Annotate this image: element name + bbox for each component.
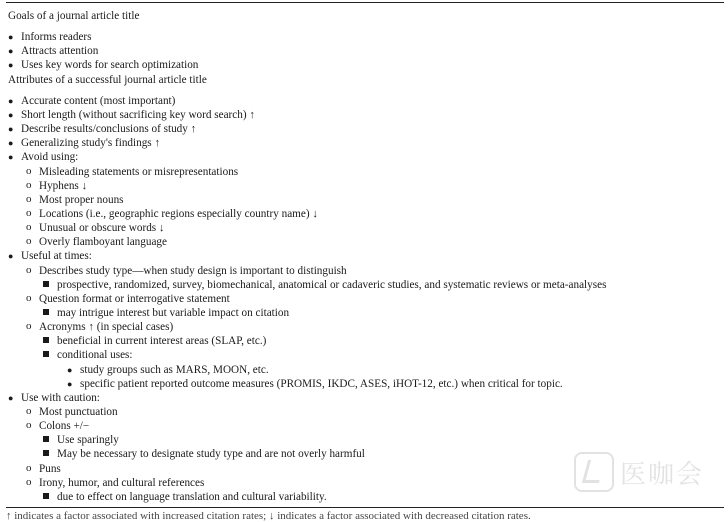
sub-bullet-item [26,193,124,207]
sub-bullet-item [26,405,118,419]
circle-bullet-icon: o [26,193,32,205]
deep-bullet-item [67,377,563,391]
line-text: Use sparingly [57,434,119,446]
line-text: Describes study type—when study design is important to distinguish [39,265,347,277]
line-text: Most punctuation [39,406,118,418]
line-text: prospective, randomized, survey, biomechanical, anatomical or cadaveric studies, and systematic reviews or meta-analyses [57,279,607,291]
sub-sub-bullet-item [57,490,327,504]
dot-bullet-icon: ● [8,138,14,148]
bullet-item [8,136,161,150]
watermark-logo-icon [574,452,614,492]
line-text: Most proper nouns [39,194,124,206]
line-text: Acronyms ↑ (in special cases) [39,321,174,333]
line-text: Unusual or obscure words ↓ [39,222,165,234]
sub-bullet-item [26,292,230,306]
dot-bullet-icon: ● [8,251,14,261]
line-text: Locations (i.e., geographic regions especially country name) ↓ [39,208,318,220]
bullet-item [8,249,92,263]
circle-bullet-icon: o [26,419,32,431]
square-bullet-icon [43,493,49,499]
line-text: Avoid using: [21,151,79,163]
circle-bullet-icon: o [26,292,32,304]
circle-bullet-icon: o [26,207,32,219]
line-text: specific patient reported outcome measures (PROMIS, IKDC, ASES, iHOT-12, etc.) when critical for topic. [80,378,563,390]
watermark-text: 医咖会 [620,460,705,490]
line-text: Generalizing study's findings ↑ [21,137,161,149]
square-bullet-icon [43,337,49,343]
sub-bullet-item [26,235,167,249]
dot-bullet-icon: ● [8,110,14,120]
bullet-item [8,108,255,122]
sub-sub-bullet-item [57,433,119,447]
square-bullet-icon [43,450,49,456]
bullet-item [8,58,199,72]
section-heading [8,9,139,23]
sub-sub-bullet-item [57,447,365,461]
line-text: due to effect on language translation and cultural variability. [57,491,327,503]
line-text: conditional uses: [57,349,133,361]
sub-sub-bullet-item [57,278,606,292]
sub-bullet-item [26,165,239,179]
sub-bullet-item [26,462,61,476]
line-text: Irony, humor, and cultural references [39,477,205,489]
sub-bullet-item [26,207,318,221]
section-heading [8,73,207,87]
circle-bullet-icon: o [26,320,32,332]
table-top-rule [6,2,724,3]
bullet-item [8,391,100,405]
line-text: Use with caution: [21,392,100,404]
square-bullet-icon [43,436,49,442]
bullet-item [8,44,99,58]
bullet-item [8,30,92,44]
line-text: Short length (without sacrificing key word search) ↑ [21,109,255,121]
sub-bullet-item [26,476,205,490]
dot-bullet-icon: ● [67,379,73,389]
deep-bullet-item [67,363,269,377]
dot-bullet-icon: ● [8,393,14,403]
line-text: Attracts attention [21,45,99,57]
sub-sub-bullet-item [57,334,266,348]
bullet-item [8,94,176,108]
square-bullet-icon [43,281,49,287]
line-text: Misleading statements or misrepresentations [39,166,239,178]
line-text: beneficial in current interest areas (SLAP, etc.) [57,335,267,347]
circle-bullet-icon: o [26,476,32,488]
sub-bullet-item [26,179,88,193]
watermark [566,446,726,502]
circle-bullet-icon: o [26,235,32,247]
line-text: Overly flamboyant language [39,236,167,248]
dot-bullet-icon: ● [8,60,14,70]
dot-bullet-icon: ● [8,46,14,56]
dot-bullet-icon: ● [8,152,14,162]
bullet-item [8,122,197,136]
circle-bullet-icon: o [26,405,32,417]
sub-bullet-item [26,320,174,334]
line-text: Puns [39,463,61,475]
dot-bullet-icon: ● [67,365,73,375]
line-text: Question format or interrogative statement [39,293,230,305]
circle-bullet-icon: o [26,221,32,233]
line-text: Attributes of a successful journal article title [8,74,207,86]
line-text: Goals of a journal article title [8,10,140,22]
dot-bullet-icon: ● [8,96,14,106]
footnote: ↑ indicates a factor associated with increased citation rates; ↓ indicates a factor associated with decreased citation rates. [6,510,531,522]
circle-bullet-icon: o [26,264,32,276]
line-text: Useful at times: [21,250,92,262]
line-text: Colons +/− [39,420,90,432]
dot-bullet-icon: ● [8,124,14,134]
sub-bullet-item [26,264,347,278]
square-bullet-icon [43,309,49,315]
sub-sub-bullet-item [57,306,289,320]
line-text: study groups such as MARS, MOON, etc. [80,364,269,376]
square-bullet-icon [43,351,49,357]
circle-bullet-icon: o [26,179,32,191]
line-text: Describe results/conclusions of study ↑ [21,123,197,135]
bullet-item [8,150,79,164]
line-text: Informs readers [21,31,92,43]
dot-bullet-icon: ● [8,32,14,42]
line-text: Hyphens ↓ [39,180,88,192]
table-bottom-rule [6,507,724,508]
sub-bullet-item [26,419,90,433]
line-text: may intrigue interest but variable impact on citation [57,307,290,319]
circle-bullet-icon: o [26,165,32,177]
line-text: Accurate content (most important) [21,95,176,107]
sub-bullet-item [26,221,165,235]
line-text: Uses key words for search optimization [21,59,199,71]
line-text: May be necessary to designate study type and are not overly harmful [57,448,365,460]
sub-sub-bullet-item [57,348,133,362]
circle-bullet-icon: o [26,462,32,474]
